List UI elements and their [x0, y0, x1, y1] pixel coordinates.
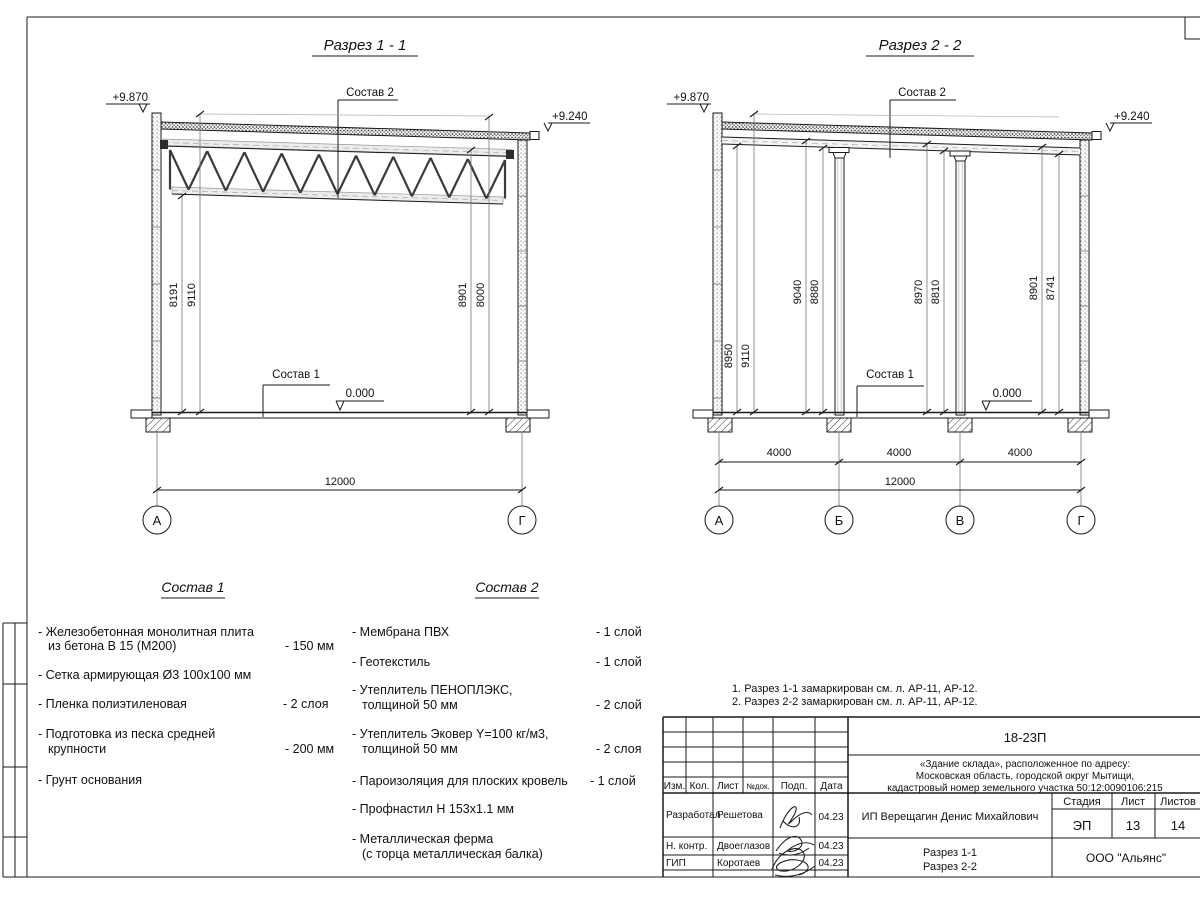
- sostav1-item-4-line1: - Подготовка из песка средней: [38, 727, 216, 741]
- roof-truss: [160, 139, 514, 204]
- grid-bubble-g: Г: [518, 513, 526, 528]
- sostav1-item-4-value: - 200 мм: [285, 742, 335, 756]
- dim-9110-2: 9110: [740, 344, 752, 368]
- floor-slab-2: [693, 410, 1109, 432]
- tb-project-line-1: «Здание склада», расположенное по адресу:: [919, 759, 1131, 770]
- callout-sostav1-label: Состав 1: [272, 369, 320, 381]
- foundation-b: [827, 418, 851, 432]
- foundation-a: [708, 418, 732, 432]
- level-floor-label: 0.000: [345, 388, 375, 400]
- tb-stage-label: Стадия: [1063, 796, 1101, 808]
- dim-bay-1: 4000: [766, 447, 792, 459]
- tb-role-1: Разработал: [666, 810, 721, 821]
- dim-8741: 8741: [1045, 275, 1057, 301]
- signature-3: [772, 849, 815, 877]
- section-2-2: [667, 37, 1152, 534]
- dim-12000-2: 12000: [884, 476, 916, 488]
- sostav1-item-1-line2: из бетона В 15 (М200): [48, 639, 177, 653]
- grid-bubble-g-2: Г: [1077, 513, 1085, 528]
- wall-left: [152, 113, 161, 415]
- tb-stage-value: ЭП: [1072, 818, 1092, 833]
- tb-role-3: ГИП: [666, 858, 686, 869]
- tb-date-1: 04.23: [818, 812, 844, 823]
- section-2-2-title: Разрез 2 - 2: [878, 37, 962, 54]
- horizontal-dimensions-2: [715, 432, 1085, 506]
- level-right-label: +9.240: [552, 111, 588, 123]
- tb-sheets-value: 14: [1170, 818, 1186, 833]
- level-mark-floor: [336, 388, 384, 410]
- tb-col-doc: №док.: [746, 782, 770, 791]
- wall-left-2: [713, 113, 722, 415]
- note-line-1: 1. Разрез 1-1 замаркирован см. л. АР-11, АР-12.: [732, 683, 978, 695]
- tb-project-line-2: Московская область, городской округ Мытищи,: [915, 771, 1135, 782]
- floor-slab: [131, 410, 549, 432]
- dim-8191: 8191: [168, 282, 180, 308]
- sostav2-item-6-line1: - Профнастил Н 153х1.1 мм: [352, 802, 515, 816]
- top-right-doc-box: [1185, 17, 1200, 39]
- level-floor-label-2: 0.000: [992, 388, 1022, 400]
- level-mark-floor-2: [982, 388, 1032, 410]
- grid-bubbles: [143, 506, 536, 534]
- wall-right: [518, 140, 527, 415]
- column-b: [829, 148, 849, 416]
- sostav1-list: [38, 579, 334, 787]
- callout-sostav1-label-2: Состав 1: [866, 369, 914, 381]
- signature-2: [776, 836, 814, 855]
- dim-8880: 8880: [809, 279, 821, 305]
- tb-col-izm: Изм.: [663, 781, 686, 792]
- callout-sostav2-label: Состав 2: [346, 87, 394, 99]
- horizontal-dimension: [153, 432, 526, 506]
- sostav2-item-4-line1: - Утеплитель Эковер Y=100 кг/м3,: [352, 727, 549, 741]
- grid-bubble-a: А: [152, 513, 162, 528]
- dim-8950: 8950: [723, 343, 735, 369]
- tb-col-podp: Подп.: [780, 781, 808, 792]
- truss-bearing-left: [160, 140, 168, 149]
- dim-12000: 12000: [324, 476, 356, 488]
- level-mark-right: [544, 111, 590, 131]
- dim-8901-2: 8901: [1028, 275, 1040, 301]
- left-margin-boxes: [3, 623, 27, 877]
- foundation-right: [506, 418, 530, 432]
- sostav1-item-5-line1: - Грунт основания: [38, 773, 143, 787]
- sostav2-item-3-value: - 2 слой: [596, 698, 642, 712]
- sostav2-item-1-line1: - Мембрана ПВХ: [352, 625, 450, 639]
- section-1-1: [106, 37, 590, 534]
- sostav2-title: Состав 2: [475, 579, 539, 595]
- title-block: [663, 717, 1200, 877]
- roof-slab: [161, 122, 539, 140]
- sostav1-item-2-line1: - Сетка армирующая Ø3 100х100 мм: [38, 668, 252, 682]
- level-mark-left-2: [667, 92, 711, 112]
- foundation-v: [948, 418, 972, 432]
- tb-client: ИП Верещагин Денис Михайлович: [861, 811, 1039, 823]
- tb-project-line-3: кадастровый номер земельного участка 50:12:0090106:215: [887, 783, 1163, 794]
- level-right-label-2: +9.240: [1114, 111, 1150, 123]
- sostav2-item-2-line1: - Геотекстиль: [352, 655, 431, 669]
- dim-bay-2: 4000: [886, 447, 912, 459]
- grid-bubble-v-2: В: [955, 513, 965, 528]
- callout-sostav2-label-2: Состав 2: [898, 87, 946, 99]
- foundation-left: [146, 418, 170, 432]
- truss-bearing-right: [506, 150, 514, 159]
- tb-name-1: Решетова: [717, 810, 763, 821]
- dim-9110: 9110: [186, 283, 198, 307]
- sostav2-item-7-line1: - Металлическая ферма: [352, 832, 494, 846]
- tb-date-3: 04.23: [818, 858, 844, 869]
- tb-sheet-title-2: Разрез 2-2: [922, 861, 978, 873]
- notes: [732, 683, 978, 708]
- grid-bubble-b-2: Б: [834, 513, 844, 528]
- sostav1-title: Состав 1: [161, 579, 225, 595]
- tb-org: ООО "Альянс": [1085, 851, 1167, 865]
- sostav1-item-1-value: - 150 мм: [285, 639, 335, 653]
- dim-bay-3: 4000: [1007, 447, 1033, 459]
- wall-right-2: [1080, 140, 1089, 415]
- level-left-label: +9.870: [112, 92, 148, 104]
- tb-sheet-title-1: Разрез 1-1: [922, 847, 978, 859]
- sostav2-item-3-line1: - Утеплитель ПЕНОПЛЭКС,: [352, 683, 513, 697]
- tb-date-2: 04.23: [818, 841, 844, 852]
- callout-sostav1-2: [857, 369, 924, 417]
- tb-name-3: Коротаев: [717, 858, 761, 869]
- sostav1-item-3-value: - 2 слоя: [283, 697, 329, 711]
- sostav2-list: [352, 579, 642, 861]
- dim-9040: 9040: [792, 279, 804, 305]
- vertical-dimensions: [168, 111, 493, 415]
- sostav1-item-1-line1: - Железобетонная монолитная плита: [38, 625, 254, 639]
- dim-8810: 8810: [930, 279, 942, 305]
- grid-bubble-a-2: А: [714, 513, 724, 528]
- grid-bubbles-2: [705, 506, 1095, 534]
- sostav2-item-5-line1: - Пароизоляция для плоских кровель: [352, 774, 568, 788]
- tb-col-data: Дата: [820, 781, 843, 792]
- roof-slab-2: [722, 122, 1101, 140]
- level-left-label-2: +9.870: [673, 92, 709, 104]
- column-v: [950, 151, 970, 415]
- dim-8000: 8000: [475, 282, 487, 308]
- tb-col-kol: Кол.: [689, 781, 710, 792]
- foundation-g: [1068, 418, 1092, 432]
- tb-col-list: Лист: [717, 781, 739, 792]
- tb-name-2: Двоеглазов: [717, 841, 771, 852]
- sostav2-item-1-value: - 1 слой: [596, 625, 642, 639]
- dim-8901: 8901: [457, 282, 469, 308]
- tb-sheet-value: 13: [1125, 818, 1141, 833]
- tb-doc-number: 18-23П: [1003, 730, 1047, 745]
- level-mark-left: [106, 92, 150, 112]
- tb-sheet-label: Лист: [1121, 796, 1145, 808]
- sostav2-item-5-value: - 1 слой: [590, 774, 636, 788]
- callout-sostav1: [263, 369, 330, 417]
- tb-role-2: Н. контр.: [666, 841, 708, 852]
- roof-beam: [722, 137, 1080, 155]
- sostav2-item-2-value: - 1 слой: [596, 655, 642, 669]
- tb-sheets-label: Листов: [1160, 796, 1196, 808]
- dim-8970: 8970: [913, 279, 925, 305]
- note-line-2: 2. Разрез 2-2 замаркирован см. л. АР-11, АР-12.: [732, 696, 978, 708]
- signature-1: [780, 807, 812, 828]
- sostav2-item-4-value: - 2 слоя: [596, 742, 642, 756]
- section-1-1-title: Разрез 1 - 1: [323, 37, 407, 54]
- sostav1-item-4-line2: крупности: [48, 742, 107, 756]
- sostav1-item-3-line1: - Пленка полиэтиленовая: [38, 697, 187, 711]
- level-mark-right-2: [1106, 111, 1152, 131]
- sostav2-item-7-line2: (с торца металлическая балка): [362, 847, 543, 861]
- sostav2-item-3-line2: толщиной 50 мм: [362, 698, 458, 712]
- sostav2-item-4-line2: толщиной 50 мм: [362, 742, 458, 756]
